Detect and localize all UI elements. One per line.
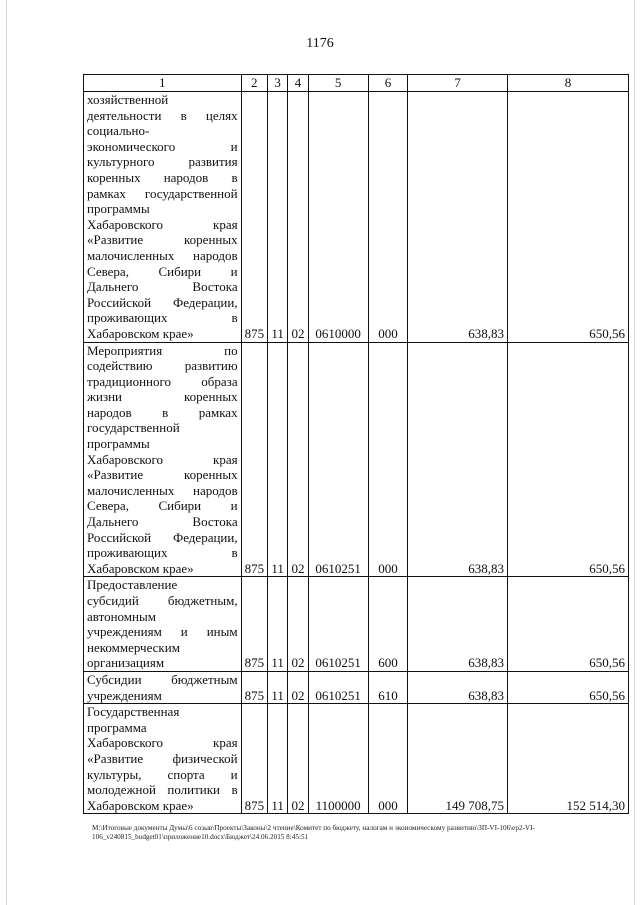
cell-section: 11 bbox=[268, 671, 288, 703]
description-line: Государственная bbox=[87, 704, 180, 720]
description-line: Дальнего Востока bbox=[87, 279, 238, 295]
cell-section: 11 bbox=[268, 92, 288, 343]
description-line: экономического и bbox=[87, 138, 238, 154]
header-col-8: 8 bbox=[507, 75, 628, 92]
cell-amount-year-2: 650,56 bbox=[507, 342, 628, 577]
table-row bbox=[84, 704, 629, 814]
header-col-3: 3 bbox=[268, 75, 288, 92]
table-body bbox=[84, 92, 629, 814]
description-line: коренных народов в bbox=[87, 169, 238, 185]
table-header-row bbox=[84, 75, 629, 92]
description-line: Хабаровском крае» bbox=[87, 560, 194, 576]
header-col-4: 4 bbox=[288, 75, 308, 92]
cell-amount-year-1: 149 708,75 bbox=[408, 704, 508, 814]
cell-subsection: 02 bbox=[288, 92, 308, 343]
table-row bbox=[84, 92, 629, 343]
description-line: некоммерческим bbox=[87, 639, 180, 655]
cell-amount-year-1: 638,83 bbox=[408, 577, 508, 672]
cell-target-article: 0610000 bbox=[308, 92, 368, 343]
scan-margin-line-left bbox=[6, 0, 7, 905]
description-line: деятельности в целях bbox=[87, 107, 238, 123]
footer-line-1: М:\Итоговые документы Думы\6 созыв\Проекты\Законы\2 чтение\Комитет по бюджету, налогам и экономическому развитию\ЗП-VI-106\ер2-VI- bbox=[92, 824, 535, 832]
description-line: жизни коренных bbox=[87, 389, 238, 405]
description-line: хозяйственной bbox=[87, 92, 169, 107]
description-line: Субсидии бюджетным bbox=[87, 671, 238, 687]
description-line: Севера, Сибири и bbox=[87, 263, 238, 279]
footer-line-2: 106_v240815_budget01\приложение10.docx\Бюджет\24.06.2015 8:45:51 bbox=[92, 833, 309, 841]
cell-admin-code: 875 bbox=[241, 671, 267, 703]
cell-target-article: 0610251 bbox=[308, 577, 368, 672]
header-col-2: 2 bbox=[241, 75, 267, 92]
cell-admin-code: 875 bbox=[241, 342, 267, 577]
cell-expense-type: 000 bbox=[368, 342, 408, 577]
cell-expense-type: 000 bbox=[368, 704, 408, 814]
description-line: Хабаровского края bbox=[87, 735, 238, 751]
description-line: «Развитие физической bbox=[87, 750, 238, 766]
header-col-6: 6 bbox=[368, 75, 408, 92]
header-col-5: 5 bbox=[308, 75, 368, 92]
description-line: автономным bbox=[87, 608, 156, 624]
cell-amount-year-1: 638,83 bbox=[408, 342, 508, 577]
description-line: «Развитие коренных bbox=[87, 232, 238, 248]
description-line: программа bbox=[87, 719, 147, 735]
description-line: субсидий бюджетным, bbox=[87, 593, 238, 608]
description-line: организациям bbox=[87, 655, 165, 671]
table-row bbox=[84, 671, 629, 703]
cell-expense-type: 610 bbox=[368, 671, 408, 703]
description-line: проживающих в bbox=[87, 310, 238, 326]
description-line: молодежной политики в bbox=[87, 782, 238, 798]
table-row bbox=[84, 577, 629, 672]
row-description bbox=[84, 577, 242, 672]
header-col-7: 7 bbox=[408, 75, 508, 92]
cell-amount-year-2: 152 514,30 bbox=[507, 704, 628, 814]
cell-target-article: 0610251 bbox=[308, 671, 368, 703]
description-line: проживающих в bbox=[87, 545, 238, 561]
cell-amount-year-1: 638,83 bbox=[408, 671, 508, 703]
description-line: малочисленных народов bbox=[87, 482, 238, 498]
description-line: Российской Федерации, bbox=[87, 294, 238, 310]
description-line: «Развитие коренных bbox=[87, 467, 238, 483]
description-line: государственной bbox=[87, 420, 180, 436]
cell-target-article: 0610251 bbox=[308, 342, 368, 577]
description-line: культурного развития bbox=[87, 154, 238, 170]
description-line: Хабаровского края bbox=[87, 451, 238, 467]
cell-subsection: 02 bbox=[288, 704, 308, 814]
header-col-1: 1 bbox=[84, 75, 242, 92]
cell-section: 11 bbox=[268, 577, 288, 672]
description-line: малочисленных народов bbox=[87, 247, 238, 263]
cell-expense-type: 000 bbox=[368, 92, 408, 343]
row-description bbox=[84, 671, 242, 703]
description-line: Хабаровском крае» bbox=[87, 797, 194, 813]
description-line: социально- bbox=[87, 123, 150, 139]
cell-admin-code: 875 bbox=[241, 577, 267, 672]
description-line: содействию развитию bbox=[87, 358, 238, 374]
row-description bbox=[84, 704, 242, 814]
description-line: Севера, Сибири и bbox=[87, 498, 238, 514]
description-line: Российской Федерации, bbox=[87, 529, 238, 545]
description-line: Предоставление bbox=[87, 577, 178, 593]
cell-expense-type: 600 bbox=[368, 577, 408, 672]
cell-admin-code: 875 bbox=[241, 704, 267, 814]
cell-amount-year-2: 650,56 bbox=[507, 577, 628, 672]
cell-amount-year-2: 650,56 bbox=[507, 92, 628, 343]
description-line: традиционного образа bbox=[87, 373, 238, 389]
row-description bbox=[84, 92, 242, 343]
row-description bbox=[84, 342, 242, 577]
budget-table bbox=[83, 74, 629, 814]
cell-section: 11 bbox=[268, 704, 288, 814]
description-line: народов в рамках bbox=[87, 404, 238, 420]
description-line: Дальнего Востока bbox=[87, 514, 238, 530]
table-row bbox=[84, 342, 629, 577]
scan-margin-line-right bbox=[634, 0, 635, 905]
description-line: учреждениям и иным bbox=[87, 624, 238, 640]
cell-amount-year-1: 638,83 bbox=[408, 92, 508, 343]
cell-target-article: 1100000 bbox=[308, 704, 368, 814]
cell-section: 11 bbox=[268, 342, 288, 577]
cell-subsection: 02 bbox=[288, 342, 308, 577]
page-number: 1176 bbox=[306, 36, 334, 51]
cell-admin-code: 875 bbox=[241, 92, 267, 343]
description-line: учреждениям bbox=[87, 687, 162, 703]
footer-file-path bbox=[92, 824, 628, 842]
cell-amount-year-2: 650,56 bbox=[507, 671, 628, 703]
description-line: Мероприятия по bbox=[87, 342, 238, 358]
cell-subsection: 02 bbox=[288, 671, 308, 703]
description-line: программы bbox=[87, 201, 150, 217]
description-line: Хабаровском крае» bbox=[87, 325, 194, 341]
description-line: программы bbox=[87, 436, 150, 452]
description-line: рамках государственной bbox=[87, 185, 238, 201]
description-line: культуры, спорта и bbox=[87, 766, 238, 782]
cell-subsection: 02 bbox=[288, 577, 308, 672]
description-line: Хабаровского края bbox=[87, 216, 238, 232]
